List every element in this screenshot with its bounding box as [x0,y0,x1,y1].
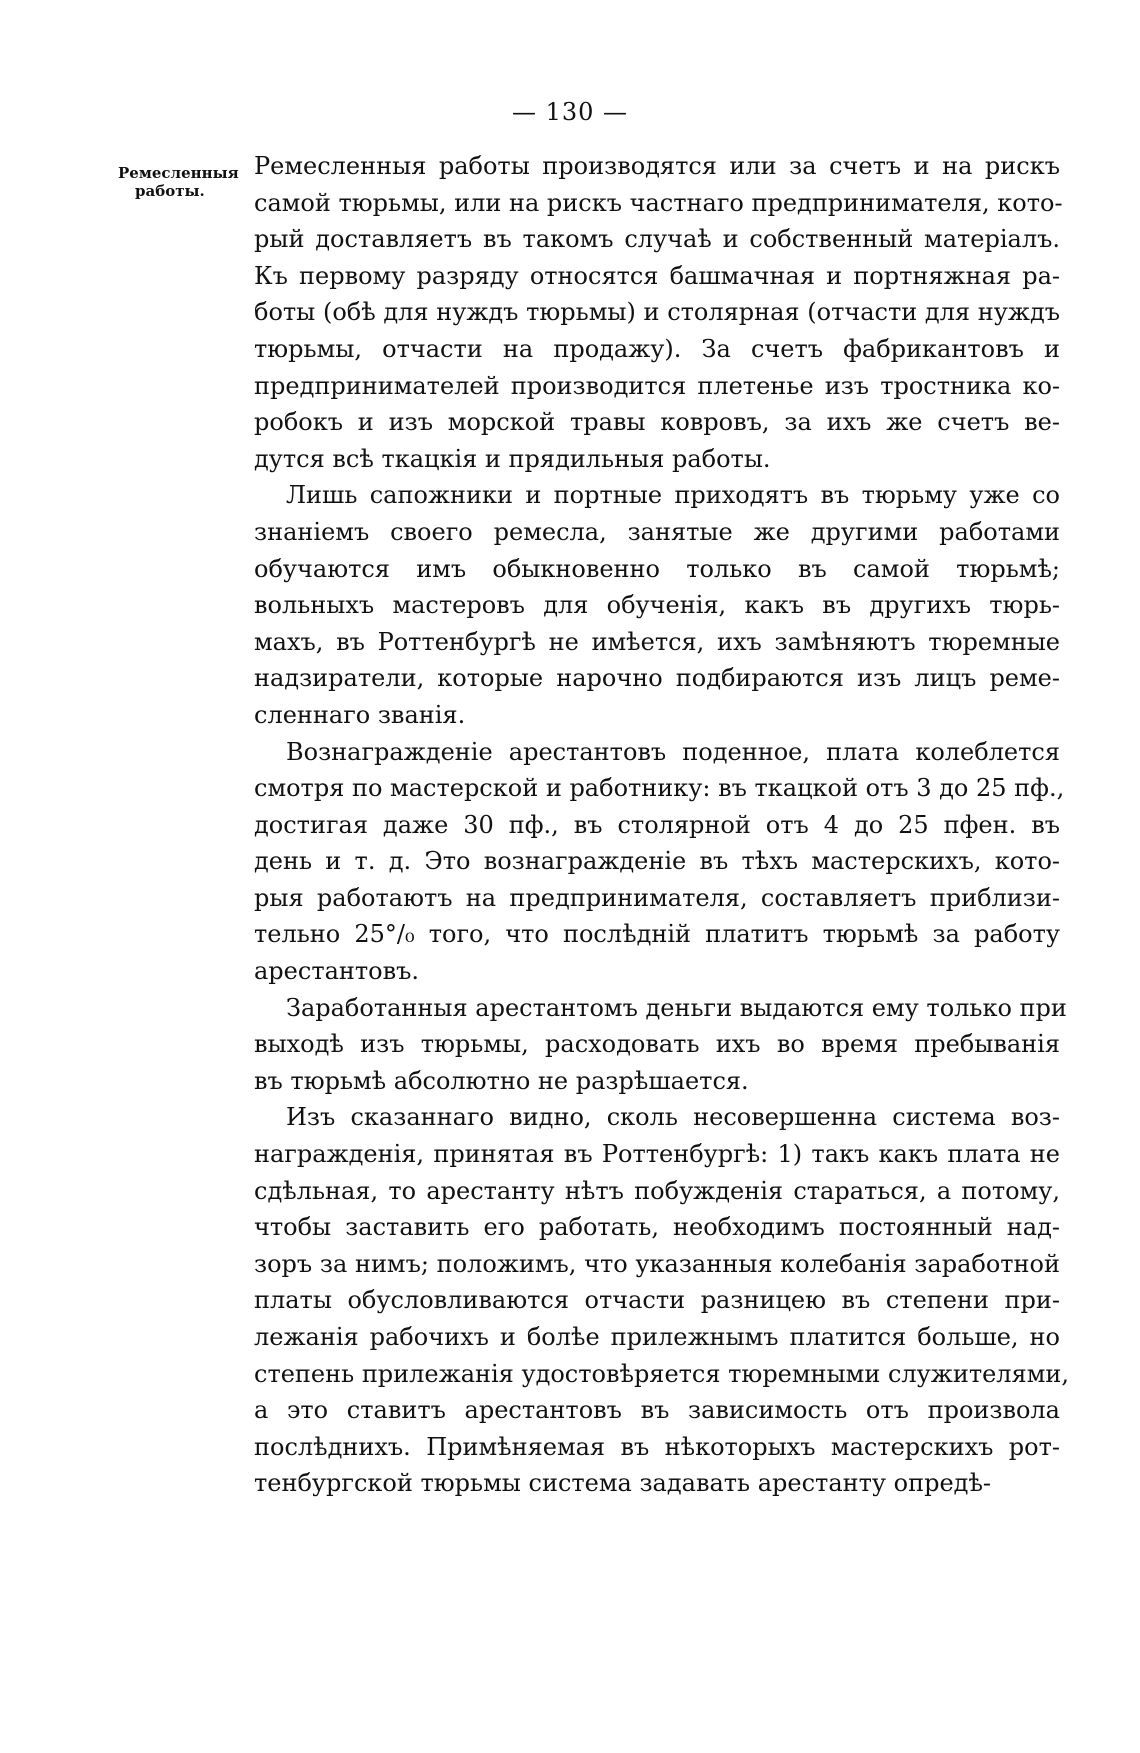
text-line: послѣднихъ. Примѣняемая въ нѣкоторыхъ мастерскихъ рот- [254,1432,1060,1461]
text-line: тюрьмы, отчасти на продажу). За счетъ фабрикантовъ и [254,334,1060,363]
text-line: арестантовъ. [254,957,420,986]
marginal-note-line: работы. [135,182,205,200]
marginal-note-line: Ремесленныя [118,164,239,182]
text-line: степень прилежанія удостовѣряется тюремными служителями, [254,1359,1069,1388]
page-number: — 130 — [511,98,629,126]
paragraph [254,477,1060,733]
text-line: рый доставляетъ въ такомъ случаѣ и собственный матеріалъ. [254,225,1060,254]
text-line: день и т. д. Это вознагражденіе въ тѣхъ мастерскихъ, кото- [254,847,1060,876]
text-line: тенбургской тюрьмы система задавать арестанту опредѣ- [254,1469,992,1498]
text-line: достигая даже 30 пф., въ столярной отъ 4 до 25 пфен. въ [254,810,1060,839]
text-line: махъ, въ Роттенбургѣ не имѣется, ихъ замѣняютъ тюремные [254,627,1060,656]
text-line: Заработанныя арестантомъ деньги выдаются ему только при [286,993,1067,1022]
text-line: платы обусловливаются отчасти разницею въ степени при- [254,1286,1060,1315]
paragraph [254,990,1067,1100]
text-line: предпринимателей производится плетенье изъ тростника ко- [254,371,1060,400]
paragraph [254,734,1065,990]
paragraph [254,148,1063,477]
text-line: рыя работаютъ на предпринимателя, составляетъ приблизи- [254,883,1060,912]
text-line: сдѣльная, то арестанту нѣтъ побужденія стараться, а потому, [254,1176,1060,1205]
text-line: чтобы заставить его работать, необходимъ постоянный над- [254,1213,1060,1242]
text-line: надзиратели, которые нарочно подбираются изъ лицъ реме- [254,664,1060,693]
text-line: дутся всѣ ткацкія и прядильныя работы. [254,444,771,473]
text-line: смотря по мастерской и работнику: въ ткацкой отъ 3 до 25 пф., [254,774,1065,803]
text-line: зоръ за нимъ; положимъ, что указанныя колебанія заработной [254,1249,1060,1278]
text-line: робокъ и изъ морской травы ковровъ, за ихъ же счетъ ве- [254,408,1060,437]
text-line: Къ первому разряду относятся башмачная и портняжная ра- [254,261,1060,290]
text-line: Ремесленныя работы производятся или за счетъ и на рискъ [254,152,1060,180]
text-line: лежанія рабочихъ и болѣе прилежнымъ платится больше, но [254,1323,1060,1351]
text-line: Изъ сказаннаго видно, сколь несовершенна система воз- [286,1103,1060,1132]
body-text [254,148,1069,1502]
text-line: сленнаго званія. [254,700,466,729]
paragraph [254,1099,1069,1502]
marginal-note [118,164,248,200]
text-line: выходѣ изъ тюрьмы, расходовать ихъ во время пребыванія [254,1030,1060,1059]
text-line: боты (обѣ для нуждъ тюрьмы) и столярная (отчасти для нуждъ [254,298,1060,327]
text-line: въ тюрьмѣ абсолютно не разрѣшается. [254,1066,749,1095]
text-line: знаніемъ своего ремесла, занятые же другими работами [254,517,1060,546]
text-line: Вознагражденіе арестантовъ поденное, плата колеблется [286,737,1060,766]
text-line: а это ставитъ арестантовъ въ зависимость отъ произвола [254,1396,1060,1425]
text-line: Лишь сапожники и портные приходятъ въ тюрьму уже со [286,481,1060,510]
text-line: самой тюрьмы, или на рискъ частнаго предпринимателя, кото- [254,188,1063,217]
text-line: обучаются имъ обыкновенно только въ самой тюрьмѣ; [254,554,1060,583]
text-line: награжденія, принятая въ Роттенбургѣ: 1) такъ какъ плата не [254,1140,1060,1169]
text-line: тельно 25°/₀ того, что послѣдній платитъ тюрьмѣ за работу [254,920,1060,949]
text-line: вольныхъ мастеровъ для обученія, какъ въ другихъ тюрь- [254,591,1060,620]
